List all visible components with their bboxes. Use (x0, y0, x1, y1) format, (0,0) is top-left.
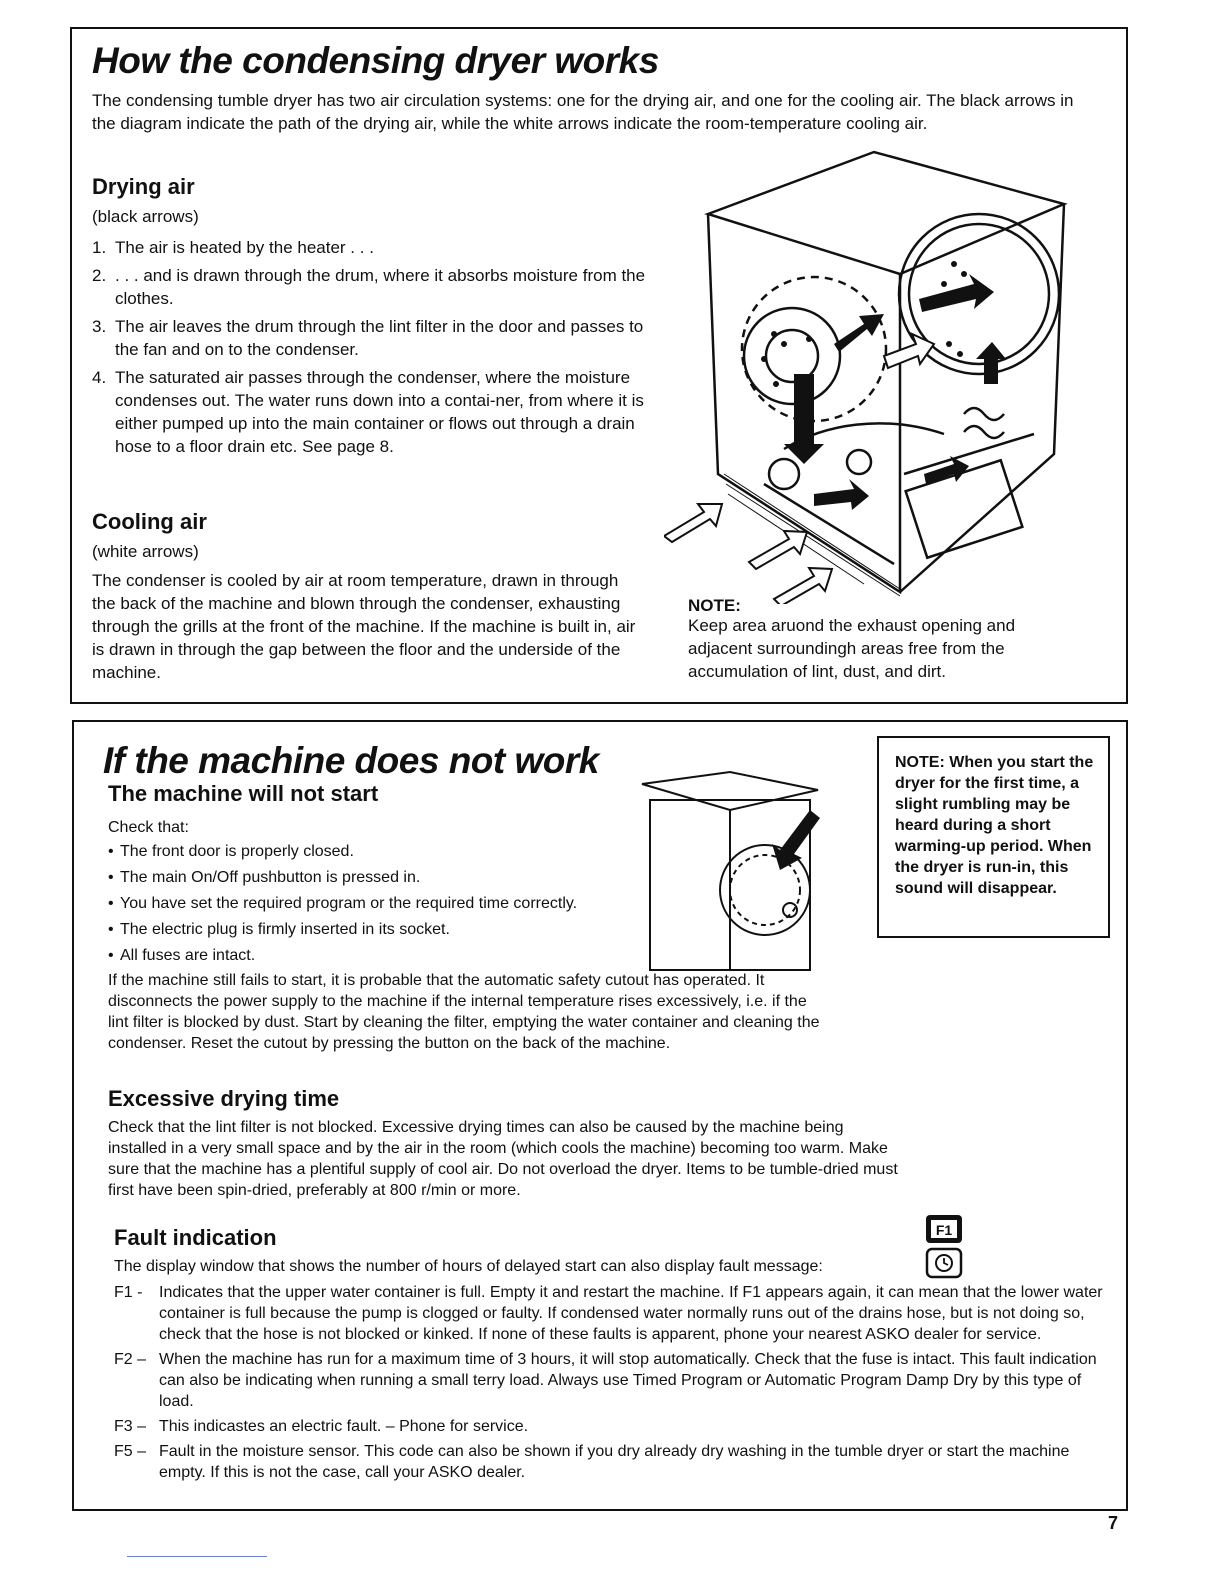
list-item: 4. The saturated air passes through the condenser, where the moisture condenses out. The water runs down into a contai-ner, from where it is either pumped up into the main container or flows out through a drain hose to a floor drain etc. See page 8. (92, 368, 644, 456)
cooling-air-heading: Cooling air (92, 509, 207, 534)
note-text: Keep area aruond the exhaust opening and adjacent surroundingh areas free from the accumulation of lint, dust, and dirt. (688, 616, 1016, 681)
cooling-air-paragraph: The condenser is cooled by air at room temperature, drawn in through the back of the machine and blown through the condenser, exhausting through the grills at the front of the machine. If the machine is built in, air is drawn in through the gap between the floor and the underside of the machine. (92, 571, 636, 682)
list-item: • You have set the required program or the required time correctly. (108, 895, 578, 912)
list-item: • The front door is properly closed. (108, 843, 354, 860)
check-that-label: Check that: (108, 819, 189, 836)
list-item: F2 – When the machine has run for a maximum time of 3 hours, it will stop automatically. Check that the fuse is intact. This fault indication can also be indicating when running a small terry load. Always use Timed Program or Automatic Program Damp Dry by this type of load. (114, 1351, 1097, 1410)
note-label: NOTE: (688, 596, 741, 615)
list-item: F3 – This indicastes an electric fault. – Phone for service. (114, 1418, 529, 1435)
excessive-drying-paragraph: Check that the lint filter is not blocked. Excessive drying times can also be caused by the machine being installed in a very small space and by the air in the room (which cools the machine) becoming too warm. Make sure that the machine has a plentiful supply of cool air. Do not overload the dryer. Items to be tumble-dried must first have been spin-dried, preferably at 800 r/min or more. (108, 1119, 898, 1199)
drying-steps-list (92, 236, 654, 463)
divider (127, 1556, 267, 1557)
list-item: 1. The air is heated by the heater . . . (92, 238, 374, 257)
fault-intro: The display window that shows the number of hours of delayed start can also display fault message: (114, 1258, 823, 1275)
note-box-warmup: NOTE: When you start the dryer for the first time, a slight rumbling may be heard during a short warming-up period. When the dryer is run-in, this sound will disappear. (877, 736, 1110, 938)
check-list (108, 839, 577, 969)
section-title-troubleshooting: If the machine does not work (103, 740, 599, 781)
drying-air-subtitle: (black arrows) (92, 207, 199, 226)
intro-paragraph: The condensing tumble dryer has two air circulation systems: one for the drying air, and one for the cooling air. The black arrows in the diagram indicate the path of the drying air, while the white arrows indicate the room-temperature cooling air. (92, 91, 1074, 133)
list-item: 3. The air leaves the drum through the lint filter in the door and passes to the fan and on to the condenser. (92, 317, 644, 359)
list-item: • All fuses are intact. (108, 947, 256, 964)
list-item: • The main On/Off pushbutton is pressed in. (108, 869, 421, 886)
display-icon (924, 1213, 964, 1279)
safety-cutout-paragraph: If the machine still fails to start, it is probable that the automatic safety cutout has operated. It disconnects the power supply to the machine if the internal temperature rises excessively, i.e. if the lint filter is blocked by dust. Start by cleaning the filter, emptying the water container and cleaning the condenser. Reset the cutout by pressing the button on the back of the machine. (108, 972, 820, 1052)
list-item: F5 – Fault in the moisture sensor. This code can also be shown if you dry already dry washing in the tumble dryer or start the machine empty. If this is not the case, call your ASKO dealer. (114, 1443, 1070, 1481)
list-item: F1 - Indicates that the upper water container is full. Empty it and restart the machine. If F1 appears again, it can mean that the lower water container is full because the pump is clogged or faulty. If condensed water normally runs out of the drains hose, but is not doing so, check that the hose is not blocked or kinked. If none of these faults is apparent, phone your nearest ASKO dealer for service. (114, 1284, 1103, 1343)
cooling-air-subtitle: (white arrows) (92, 542, 199, 561)
dryer-front-illustration (640, 770, 820, 972)
section-title-dryer-works: How the condensing dryer works (92, 40, 659, 81)
excessive-drying-heading: Excessive drying time (108, 1086, 340, 1111)
fault-codes-list (114, 1282, 1119, 1487)
fault-indication-heading: Fault indication (114, 1225, 277, 1250)
will-not-start-heading: The machine will not start (108, 781, 379, 806)
svg-text:F1: F1 (935, 1222, 953, 1238)
list-item: 2. . . . and is drawn through the drum, where it absorbs moisture from the clothes. (92, 266, 646, 308)
list-item: • The electric plug is firmly inserted in its socket. (108, 921, 450, 938)
dryer-cutaway-diagram (664, 144, 1084, 604)
page-number: 7 (1108, 1513, 1119, 1533)
drying-air-heading: Drying air (92, 174, 195, 199)
